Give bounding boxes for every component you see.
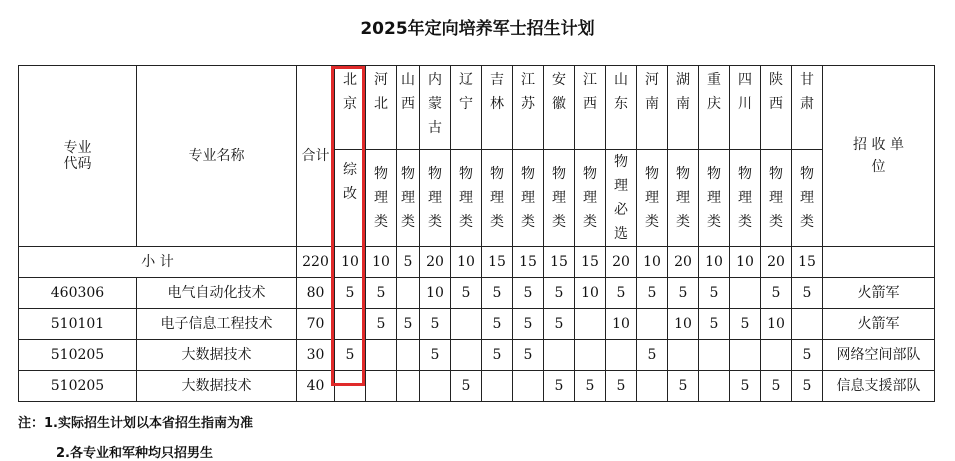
header-province [513,66,544,150]
header-subject-type [575,150,606,247]
subject-type: 物理类 [490,166,504,230]
province-name: 山东 [614,72,628,112]
recruiting-unit: 网络空间部队 [823,340,935,371]
province-name: 河南 [645,72,659,112]
quota-cell: 5 [451,278,482,309]
table-row [19,371,935,402]
quota-cell: 5 [668,278,699,309]
quota-cell: 10 [420,278,451,309]
quota-cell [730,340,761,371]
subtotal-cell: 20 [761,247,792,278]
header-province [792,66,823,150]
header-province [637,66,668,150]
province-name: 湖南 [676,72,690,112]
header-subject-type [366,150,397,247]
subject-type: 物理类 [552,166,566,230]
recruiting-unit: 火箭军 [823,309,935,340]
quota-cell [668,340,699,371]
header-province [544,66,575,150]
subtotal-cell: 10 [730,247,761,278]
header-subject-type [792,150,823,247]
subject-type: 物理必选 [614,154,628,242]
province-name: 北京 [343,72,357,112]
quota-cell: 5 [544,371,575,402]
major-code: 510101 [19,309,137,340]
quota-cell: 5 [544,278,575,309]
quota-cell: 5 [397,309,420,340]
subject-type: 物理类 [521,166,535,230]
subtotal-cell: 15 [575,247,606,278]
quota-cell [792,309,823,340]
major-total: 80 [297,278,335,309]
quota-cell: 10 [606,309,637,340]
major-code: 510205 [19,371,137,402]
province-name: 山西 [401,72,415,112]
subtotal-cell: 20 [668,247,699,278]
enrollment-table [18,65,935,402]
subtotal-cell: 15 [544,247,575,278]
quota-cell [730,278,761,309]
header-province [606,66,637,150]
subject-type: 物理类 [374,166,388,230]
quota-cell [575,309,606,340]
subtotal-cell: 10 [451,247,482,278]
header-province [482,66,513,150]
table-row [19,278,935,309]
header-province [420,66,451,150]
header-subject-type [668,150,699,247]
quota-cell: 5 [699,309,730,340]
quota-cell: 5 [420,309,451,340]
header-subject-type [335,150,366,247]
subject-type: 物理类 [428,166,442,230]
subtotal-cell: 5 [397,247,420,278]
quota-cell [637,371,668,402]
quota-cell: 5 [513,309,544,340]
header-subject-type [482,150,513,247]
province-name: 重庆 [707,72,721,112]
major-total: 70 [297,309,335,340]
quota-cell: 5 [575,371,606,402]
subject-type: 物理类 [769,166,783,230]
subject-type: 物理类 [401,166,415,230]
quota-cell: 5 [761,278,792,309]
quota-cell: 5 [792,278,823,309]
province-name: 江苏 [521,72,535,112]
quota-cell [397,278,420,309]
header-province [761,66,792,150]
quota-cell [761,340,792,371]
quota-cell: 5 [730,371,761,402]
subtotal-row [19,247,935,278]
subtotal-unit [823,247,935,278]
quota-cell: 5 [637,278,668,309]
subtotal-total: 220 [297,247,335,278]
quota-cell: 5 [482,278,513,309]
table-row [19,309,935,340]
subject-type: 物理类 [459,166,473,230]
subject-type: 物理类 [707,166,721,230]
subtotal-cell: 20 [420,247,451,278]
quota-cell [451,340,482,371]
header-province [575,66,606,150]
subtotal-cell: 10 [366,247,397,278]
quota-cell [451,309,482,340]
header-unit [823,66,935,247]
quota-cell [420,371,451,402]
note-line-2: 2.各专业和军种均只招男生 [56,446,213,461]
quota-cell [397,371,420,402]
quota-cell [544,340,575,371]
quota-cell [335,309,366,340]
major-name: 电子信息工程技术 [137,309,297,340]
quota-cell [366,340,397,371]
quota-cell [366,371,397,402]
quota-cell [335,371,366,402]
recruiting-unit: 火箭军 [823,278,935,309]
quota-cell [575,340,606,371]
quota-cell: 5 [668,371,699,402]
quota-cell: 5 [792,340,823,371]
header-subject-type [451,150,482,247]
quota-cell [699,340,730,371]
province-name: 河北 [374,72,388,112]
quota-cell: 10 [668,309,699,340]
subtotal-cell: 10 [699,247,730,278]
subtotal-cell: 10 [637,247,668,278]
major-total: 40 [297,371,335,402]
major-name: 大数据技术 [137,340,297,371]
subject-type: 物理类 [583,166,597,230]
subject-type: 综改 [343,162,357,202]
header-unit-label: 招 收 单 位 [853,137,904,175]
quota-cell: 5 [451,371,482,402]
note-line-1: 注：1.实际招生计划以本省招生指南为准 [18,416,253,431]
quota-cell: 5 [761,371,792,402]
quota-cell [482,371,513,402]
subject-type: 物理类 [645,166,659,230]
quota-cell [397,340,420,371]
quota-cell: 5 [366,278,397,309]
subtotal-cell: 15 [513,247,544,278]
quota-cell: 5 [366,309,397,340]
major-name: 电气自动化技术 [137,278,297,309]
header-province [451,66,482,150]
header-subject-type [699,150,730,247]
quota-cell: 5 [513,340,544,371]
subtotal-cell: 20 [606,247,637,278]
province-name: 安徽 [552,72,566,112]
header-total: 合计 [297,66,335,247]
province-name: 辽宁 [459,72,473,112]
subject-type: 物理类 [738,166,752,230]
province-name: 甘肃 [800,72,814,112]
major-code: 510205 [19,340,137,371]
subject-type: 物理类 [800,166,814,230]
subtotal-label: 小 计 [19,247,297,278]
major-name: 大数据技术 [137,371,297,402]
header-subject-type [637,150,668,247]
province-name: 内蒙古 [428,72,442,136]
header-code: 专业 代码 [19,66,137,247]
major-total: 30 [297,340,335,371]
province-name: 吉林 [490,72,504,112]
header-subject-type [513,150,544,247]
subtotal-cell: 15 [482,247,513,278]
quota-cell: 5 [544,309,575,340]
header-subject-type [397,150,420,247]
quota-cell: 10 [761,309,792,340]
major-code: 460306 [19,278,137,309]
subtotal-cell: 10 [335,247,366,278]
province-name: 江西 [583,72,597,112]
quota-cell: 5 [730,309,761,340]
quota-cell: 10 [575,278,606,309]
header-name: 专业名称 [137,66,297,247]
quota-cell: 5 [606,371,637,402]
page-title: 2025年定向培养军士招生计划 [360,19,595,39]
header-subject-type [544,150,575,247]
quota-cell: 5 [482,340,513,371]
header-province [397,66,420,150]
header-province [699,66,730,150]
header-subject-type [761,150,792,247]
recruiting-unit: 信息支援部队 [823,371,935,402]
quota-cell: 5 [482,309,513,340]
header-subject-type [420,150,451,247]
header-subject-type [730,150,761,247]
province-name: 陕西 [769,72,783,112]
table-row [19,340,935,371]
header-row-provinces [19,66,935,150]
quota-cell: 5 [699,278,730,309]
quota-cell: 5 [606,278,637,309]
header-province [730,66,761,150]
quota-cell: 5 [792,371,823,402]
quota-cell: 5 [335,340,366,371]
header-province [366,66,397,150]
header-province [335,66,366,150]
quota-cell: 5 [513,278,544,309]
subtotal-cell: 15 [792,247,823,278]
province-name: 四川 [738,72,752,112]
header-subject-type [606,150,637,247]
quota-cell: 5 [335,278,366,309]
quota-cell: 5 [420,340,451,371]
quota-cell [637,309,668,340]
subject-type: 物理类 [676,166,690,230]
quota-cell: 5 [637,340,668,371]
header-province [668,66,699,150]
quota-cell [606,340,637,371]
quota-cell [699,371,730,402]
quota-cell [513,371,544,402]
